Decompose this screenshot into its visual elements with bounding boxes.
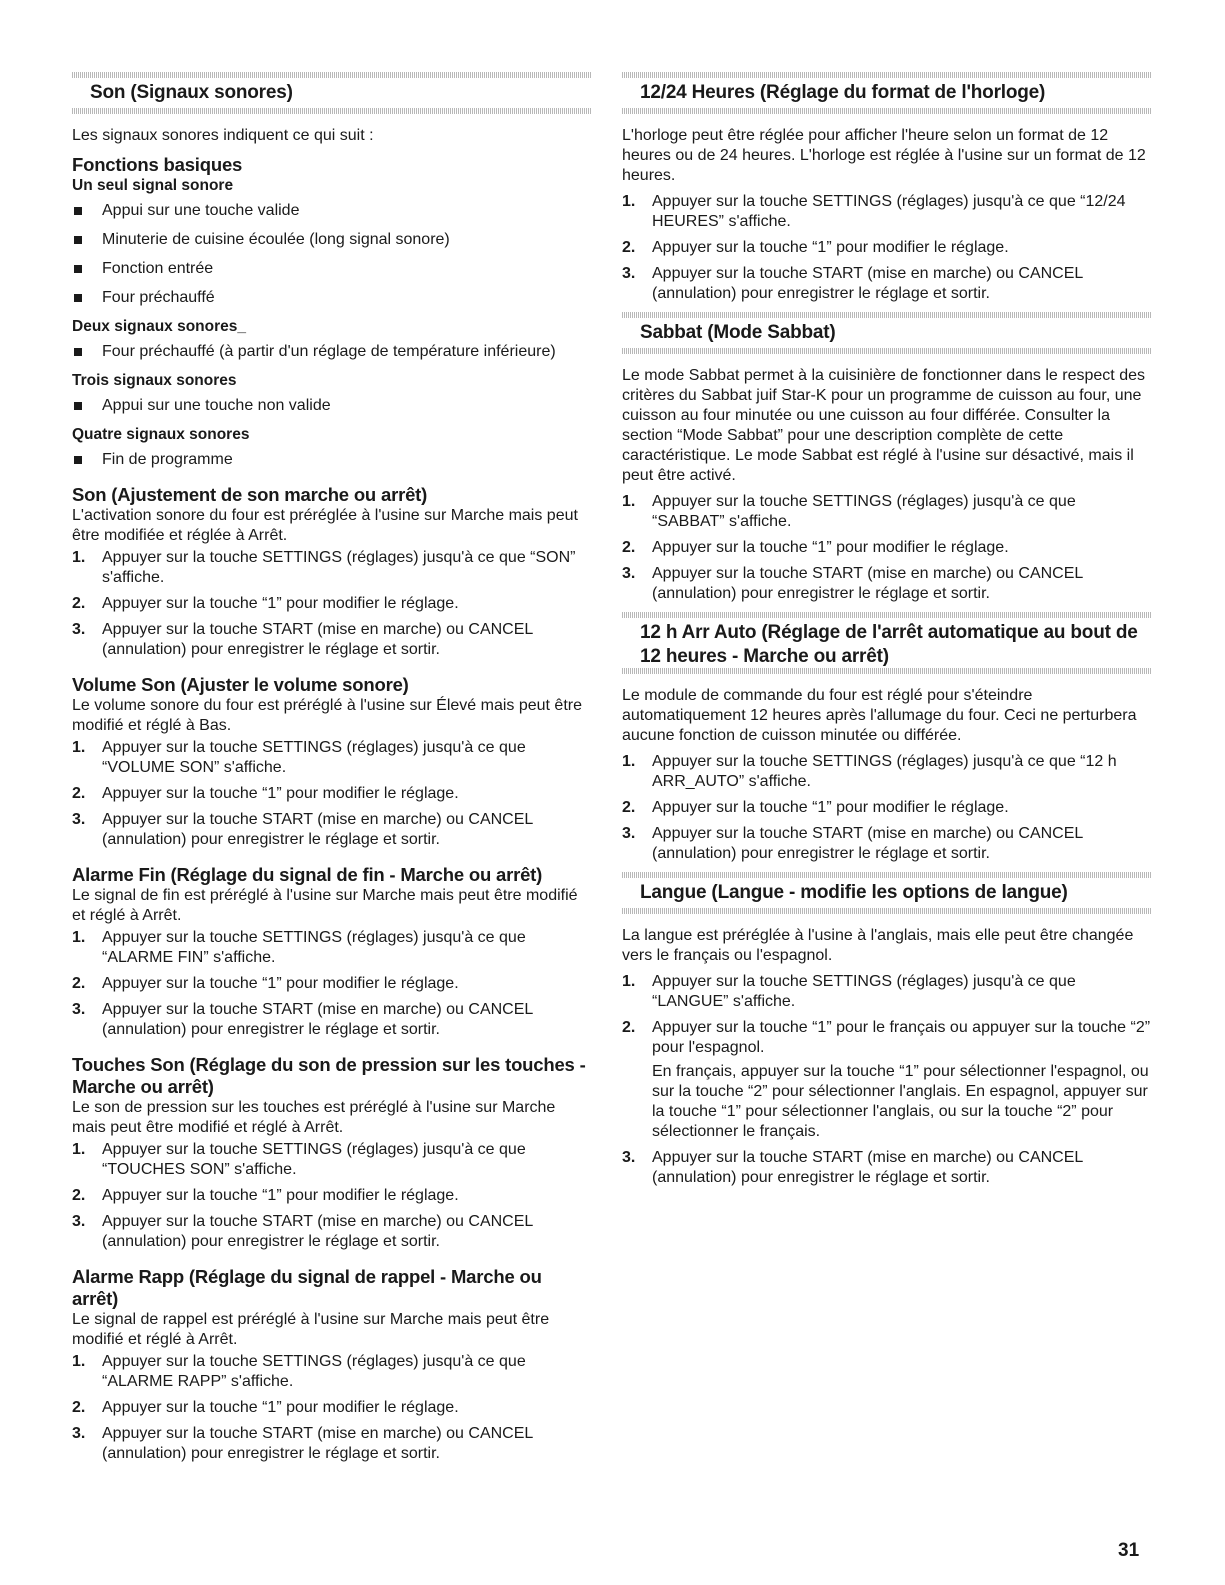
step-text: Appuyer sur la touche “1” pour modifier le réglage. — [102, 1399, 459, 1416]
section-son-ajustement — [72, 484, 592, 660]
step-item — [622, 564, 1152, 604]
list-item: Appui sur une touche non valide — [72, 396, 592, 416]
section-body: Le volume sonore du four est préréglé à l'usine sur Élevé mais peut être modifié et réglé à Bas. — [72, 697, 582, 734]
section-title: Sabbat (Mode Sabbat) — [640, 322, 836, 343]
step-number: 1. — [72, 929, 86, 946]
step-text: Appuyer sur la touche “1” pour modifier le réglage. — [652, 799, 1009, 816]
section-title: Touches Son (Réglage du son de pression sur les touches - Marche ou arrêt) — [72, 1054, 586, 1097]
list-item: Fin de programme — [72, 450, 592, 470]
step-item — [72, 620, 592, 660]
section-header — [622, 878, 1152, 908]
steps-list — [72, 1352, 592, 1464]
deux-signaux-list — [72, 342, 592, 362]
step-text: Appuyer sur la touche START (mise en marche) ou CANCEL (annulation) pour enregistrer le réglage et sortir. — [652, 825, 1083, 862]
section-sabbat — [622, 312, 1152, 604]
step-text: Appuyer sur la touche “1” pour modifier le réglage. — [102, 595, 459, 612]
section-title: 12/24 Heures (Réglage du format de l'horloge) — [640, 82, 1046, 103]
section-header-son — [72, 78, 592, 108]
step-item — [622, 492, 1152, 532]
step-number: 1. — [622, 753, 636, 770]
step-item — [72, 810, 592, 850]
un-signal-title: Un seul signal sonore — [72, 177, 234, 194]
step-item — [622, 752, 1152, 792]
section-body: Le module de commande du four est réglé pour s'éteindre automatiquement 12 heures après l'allumage du four. Ceci ne perturbera aucune fonction de cuisson minutée ou différée. — [622, 687, 1137, 744]
section-header — [622, 618, 1152, 668]
section-alarme-fin — [72, 864, 592, 1040]
step-text: Appuyer sur la touche START (mise en marche) ou CANCEL (annulation) pour enregistrer le réglage et sortir. — [652, 265, 1083, 302]
son-intro: Les signaux sonores indiquent ce qui suit : — [72, 127, 374, 144]
step-item — [622, 238, 1152, 258]
step-text: Appuyer sur la touche “1” pour modifier le réglage. — [652, 239, 1009, 256]
section-12-24-heures — [622, 72, 1152, 304]
step-number: 3. — [622, 1149, 636, 1166]
step-text: Appuyer sur la touche SETTINGS (réglages) jusqu'à ce que “12/24 HEURES” s'affiche. — [652, 193, 1126, 230]
steps-list — [72, 738, 592, 850]
step-number: 2. — [622, 1019, 636, 1036]
list-item: Minuterie de cuisine écoulée (long signal sonore) — [72, 230, 592, 250]
section-band-bottom — [72, 108, 592, 114]
step-text: Appuyer sur la touche START (mise en marche) ou CANCEL (annulation) pour enregistrer le réglage et sortir. — [652, 565, 1083, 602]
right-column — [622, 72, 1152, 1194]
step-text: Appuyer sur la touche “1” pour modifier le réglage. — [102, 975, 459, 992]
steps-list — [622, 752, 1152, 864]
step-number: 2. — [72, 975, 86, 992]
step-number: 3. — [622, 265, 636, 282]
step-text: Appuyer sur la touche “1” pour le français ou appuyer sur la touche “2” pour l'espagnol. — [652, 1019, 1151, 1056]
step-item — [72, 738, 592, 778]
step-number: 3. — [72, 621, 86, 638]
step-number: 2. — [72, 1399, 86, 1416]
step-number: 2. — [622, 799, 636, 816]
step-extra-text: En français, appuyer sur la touche “1” pour sélectionner l'espagnol, ou sur la touche “2” pour sélectionner l'anglais. En espagnol, appuyer sur la touche “1” pour sélectionner l'anglais, ou sur la touche “2” pour sélectionner le français. — [652, 1063, 1149, 1140]
step-text: Appuyer sur la touche SETTINGS (réglages) jusqu'à ce que “ALARME RAPP” s'affiche. — [102, 1353, 526, 1390]
step-item — [72, 784, 592, 804]
step-item — [622, 192, 1152, 232]
section-title: Langue (Langue - modifie les options de langue) — [640, 882, 1068, 903]
step-number: 3. — [72, 1425, 86, 1442]
step-item — [72, 1212, 592, 1252]
trois-signaux-title: Trois signaux sonores — [72, 372, 237, 389]
step-item — [72, 928, 592, 968]
section-body: L'horloge peut être réglée pour afficher l'heure selon un format de 12 heures ou de 24 heures. L'horloge est réglée à l'usine sur un format de 12 heures. — [622, 127, 1146, 184]
section-title: Alarme Rapp (Réglage du signal de rappel - Marche ou arrêt) — [72, 1266, 542, 1309]
step-number: 2. — [72, 1187, 86, 1204]
step-text: Appuyer sur la touche SETTINGS (réglages) jusqu'à ce que “TOUCHES SON” s'affiche. — [102, 1141, 526, 1178]
step-number: 3. — [622, 825, 636, 842]
section-header — [622, 78, 1152, 108]
step-text: Appuyer sur la touche START (mise en marche) ou CANCEL (annulation) pour enregistrer le réglage et sortir. — [102, 1425, 533, 1462]
step-number: 2. — [72, 595, 86, 612]
step-item — [622, 972, 1152, 1012]
section-body: Le signal de rappel est préréglé à l'usine sur Marche mais peut être modifié et réglé à Arrêt. — [72, 1311, 550, 1348]
section-title: 12 h Arr Auto (Réglage de l'arrêt automatique au bout de 12 heures - Marche ou arrêt) — [640, 622, 1138, 667]
step-item — [72, 1398, 592, 1418]
list-item: Fonction entrée — [72, 259, 592, 279]
step-text: Appuyer sur la touche START (mise en marche) ou CANCEL (annulation) pour enregistrer le réglage et sortir. — [652, 1149, 1083, 1186]
step-number: 3. — [622, 565, 636, 582]
list-item: Four préchauffé — [72, 288, 592, 308]
step-number: 1. — [72, 1141, 86, 1158]
step-item — [72, 1000, 592, 1040]
step-item — [72, 1352, 592, 1392]
step-text: Appuyer sur la touche “1” pour modifier le réglage. — [102, 785, 459, 802]
step-number: 1. — [72, 1353, 86, 1370]
trois-signaux-list — [72, 396, 592, 416]
step-number: 1. — [622, 193, 636, 210]
steps-list — [622, 972, 1152, 1188]
deux-signaux-title: Deux signaux sonores_ — [72, 318, 247, 335]
steps-list — [72, 548, 592, 660]
section-touches-son — [72, 1054, 592, 1252]
step-item — [72, 974, 592, 994]
section-alarme-rapp — [72, 1266, 592, 1464]
step-number: 1. — [622, 973, 636, 990]
step-item — [72, 1186, 592, 1206]
step-text: Appuyer sur la touche SETTINGS (réglages) jusqu'à ce que “12 h ARR_AUTO” s'affiche. — [652, 753, 1117, 790]
step-number: 1. — [72, 739, 86, 756]
step-text: Appuyer sur la touche START (mise en marche) ou CANCEL (annulation) pour enregistrer le réglage et sortir. — [102, 811, 533, 848]
step-item — [622, 264, 1152, 304]
step-item — [622, 824, 1152, 864]
step-number: 3. — [72, 811, 86, 828]
step-text: Appuyer sur la touche START (mise en marche) ou CANCEL (annulation) pour enregistrer le réglage et sortir. — [102, 621, 533, 658]
section-body: Le signal de fin est préréglé à l'usine sur Marche mais peut être modifié et réglé à Arrêt. — [72, 887, 578, 924]
section-band-bottom — [622, 908, 1152, 914]
step-item — [622, 1018, 1152, 1142]
left-column — [72, 72, 592, 1470]
step-item — [72, 1424, 592, 1464]
step-item — [622, 798, 1152, 818]
steps-list — [622, 492, 1152, 604]
step-text: Appuyer sur la touche SETTINGS (réglages) jusqu'à ce que “LANGUE” s'affiche. — [652, 973, 1076, 1010]
section-title: Alarme Fin (Réglage du signal de fin - Marche ou arrêt) — [72, 864, 543, 885]
step-text: Appuyer sur la touche START (mise en marche) ou CANCEL (annulation) pour enregistrer le réglage et sortir. — [102, 1213, 533, 1250]
section-title: Son (Signaux sonores) — [90, 82, 293, 103]
list-item: Appui sur une touche valide — [72, 201, 592, 221]
step-item — [72, 548, 592, 588]
step-item — [622, 538, 1152, 558]
section-volume-son — [72, 674, 592, 850]
section-body: Le mode Sabbat permet à la cuisinière de fonctionner dans le respect des critères du Sabbat juif Star-K pour un programme de cuisson au four, une cuisson au four minutée ou une cuisson au four différée. Consulter la section “Mode Sabbat” pour une description complète de cette caractéristique. Le mode Sabbat est réglé à l'usine sur désactivé, mais il peut être activé. — [622, 367, 1145, 484]
step-number: 2. — [622, 239, 636, 256]
step-text: Appuyer sur la touche SETTINGS (réglages) jusqu'à ce que “ALARME FIN” s'affiche. — [102, 929, 526, 966]
section-title: Volume Son (Ajuster le volume sonore) — [72, 674, 409, 695]
section-band-bottom — [622, 348, 1152, 354]
steps-list — [72, 928, 592, 1040]
section-langue — [622, 872, 1152, 1188]
step-number: 1. — [622, 493, 636, 510]
step-number: 1. — [72, 549, 86, 566]
steps-list — [72, 1140, 592, 1252]
list-item: Four préchauffé (à partir d'un réglage de température inférieure) — [72, 342, 592, 362]
step-text: Appuyer sur la touche SETTINGS (réglages) jusqu'à ce que “VOLUME SON” s'affiche. — [102, 739, 526, 776]
un-signal-list — [72, 201, 592, 308]
step-number: 2. — [622, 539, 636, 556]
step-number: 3. — [72, 1213, 86, 1230]
section-title: Son (Ajustement de son marche ou arrêt) — [72, 484, 428, 505]
section-body: Le son de pression sur les touches est préréglé à l'usine sur Marche mais peut être modifié et réglé à Arrêt. — [72, 1099, 556, 1136]
section-12h-arr-auto — [622, 612, 1152, 864]
section-band-bottom — [622, 108, 1152, 114]
step-text: Appuyer sur la touche “1” pour modifier le réglage. — [652, 539, 1009, 556]
step-item — [72, 1140, 592, 1180]
section-header — [622, 318, 1152, 348]
fonctions-title: Fonctions basiques — [72, 154, 243, 175]
steps-list — [622, 192, 1152, 304]
step-text: Appuyer sur la touche SETTINGS (réglages) jusqu'à ce que “SON” s'affiche. — [102, 549, 576, 586]
step-text: Appuyer sur la touche “1” pour modifier le réglage. — [102, 1187, 459, 1204]
step-text: Appuyer sur la touche SETTINGS (réglages) jusqu'à ce que “SABBAT” s'affiche. — [652, 493, 1076, 530]
step-text: Appuyer sur la touche START (mise en marche) ou CANCEL (annulation) pour enregistrer le réglage et sortir. — [102, 1001, 533, 1038]
section-body: L'activation sonore du four est préréglée à l'usine sur Marche mais peut être modifiée et réglée à Arrêt. — [72, 507, 578, 544]
step-item — [72, 594, 592, 614]
step-item — [622, 1148, 1152, 1188]
page-number: 31 — [1118, 1540, 1140, 1561]
step-number: 2. — [72, 785, 86, 802]
quatre-signaux-title: Quatre signaux sonores — [72, 426, 250, 443]
step-number: 3. — [72, 1001, 86, 1018]
section-body: La langue est préréglée à l'usine à l'anglais, mais elle peut être changée vers le français ou l'espagnol. — [622, 927, 1134, 964]
quatre-signaux-list — [72, 450, 592, 470]
